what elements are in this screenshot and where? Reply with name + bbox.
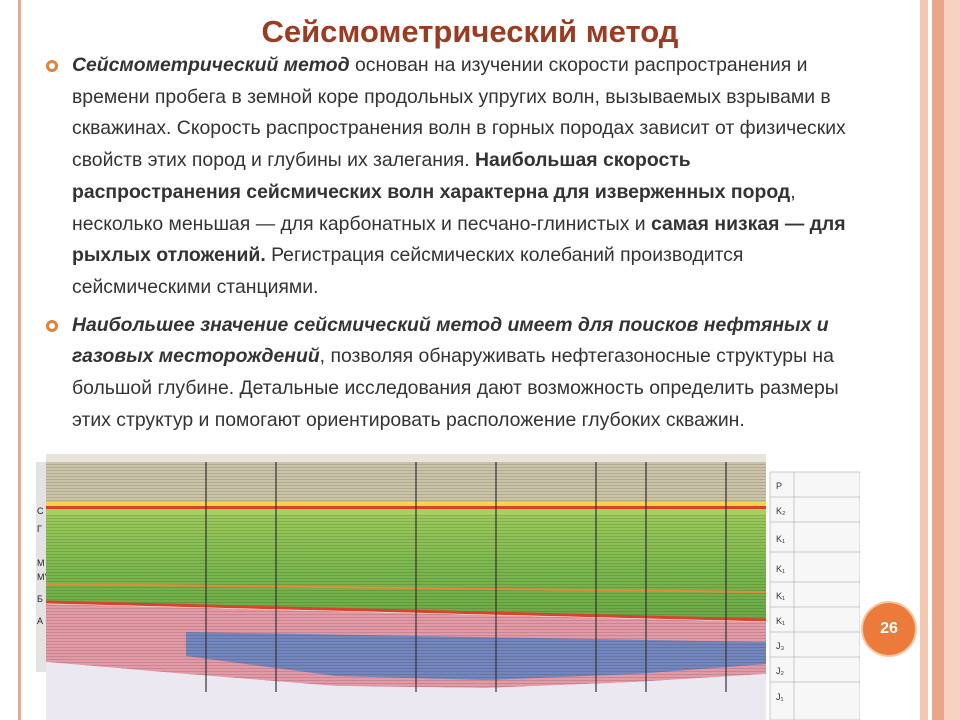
legend-label: J₂ (776, 666, 784, 676)
legend-label: K₁ (776, 534, 786, 544)
slide-title: Сейсмометрический метод (261, 14, 679, 49)
paragraph-text: основан на изучении скорости распространения и времени пробега в земной коре продольных упругих волн, вызываемых взрывами в скважинах. Скорость распространения волн в горных породах зависит от физических свойств этих пород и глубины их залегания. (72, 54, 846, 172)
emphasis-bold: Наибольшая скорость распространения сейсмических волн характерна для изверженных пород (72, 149, 791, 203)
legend-label: J₁ (776, 692, 784, 702)
term-bold-italic: Сейсмометрический метод (72, 54, 350, 76)
bullet-paragraph-1 (46, 50, 846, 304)
horizon-label: M (37, 558, 45, 568)
slide-frame-line (18, 0, 21, 720)
horizon-label: M' (37, 572, 47, 582)
legend-label: K₁ (776, 564, 786, 574)
legend-label: K₁ (776, 591, 786, 601)
legend-label: K₁ (776, 616, 786, 626)
page-number-badge: 26 (863, 603, 915, 655)
slide-content (46, 50, 846, 436)
legend-label: K₂ (776, 506, 786, 516)
seismic-section-image (36, 442, 860, 720)
horizon-label: Б (37, 594, 43, 604)
horizon-label: Г (37, 524, 42, 534)
term-bold-italic: Наибольшее значение сейсмический метод имеет для поисков нефтяных и газовых месторождений (72, 313, 829, 368)
horizon-label: C (37, 506, 44, 516)
horizon-label: A (37, 616, 44, 626)
emphasis-bold: самая низкая — для рыхлых отложений. (72, 212, 846, 267)
paragraph-text: , несколько меньшая — для карбонатных и песчано-глинистых и (72, 180, 796, 235)
paragraph-text: , позволяя обнаруживать нефтегазоносные структуры на большой глубине. Детальные исследования дают возможность определить размеры этих структур и помогают ориентировать расположение глубоких скважин. (72, 345, 839, 431)
paragraph-text: Регистрация сейсмических колебаний производится сейсмическими станциями. (72, 244, 744, 298)
bullet-ring-icon (46, 320, 58, 332)
bullet-ring-icon (46, 60, 58, 72)
legend-label: J₃ (776, 641, 785, 651)
bullet-paragraph-2 (46, 310, 846, 437)
legend-label: P (776, 481, 783, 491)
decorative-stripes (914, 0, 960, 720)
